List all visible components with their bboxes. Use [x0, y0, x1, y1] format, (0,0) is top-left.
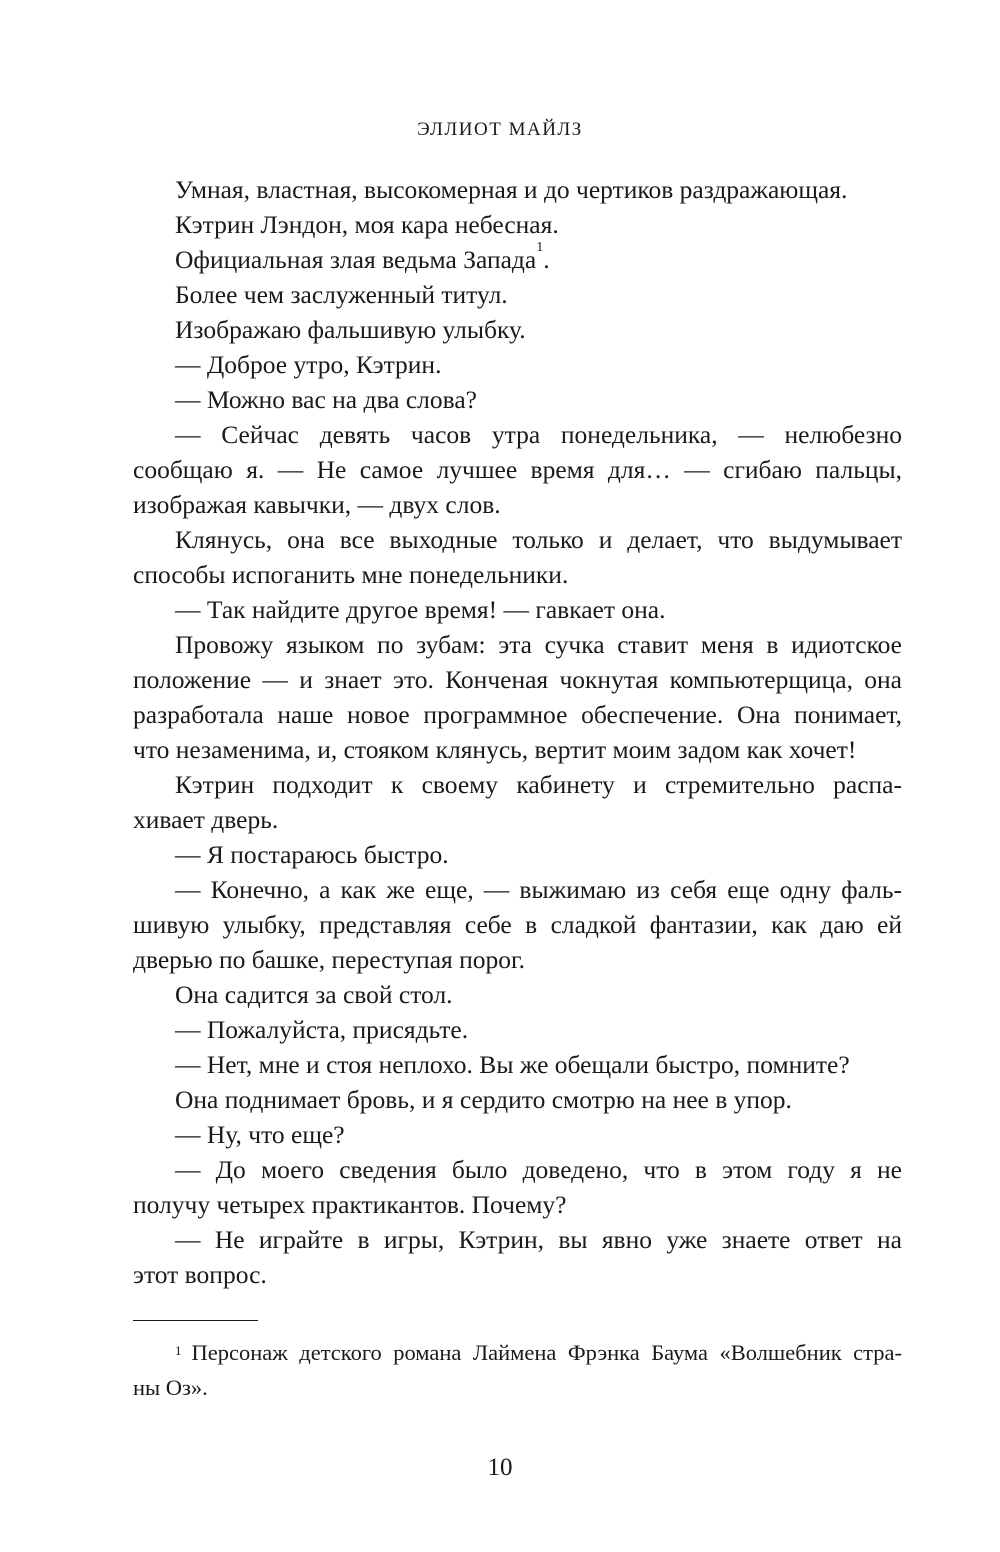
page-number: 10 [487, 1454, 513, 1481]
text-line: Провожу языком по зубам: эта сучка ставит меня в идиотское [175, 630, 902, 659]
text-line: Кэтрин подходит к своему кабинету и стремительно распа- [175, 770, 902, 799]
text-line: Она поднимает бровь, и я сердито смотрю на нее в упор. [175, 1085, 792, 1114]
text-line: — Так найдите другое время! — гавкает она. [175, 595, 666, 624]
text-line: Официальная злая ведьма Запада$^1$. [175, 240, 550, 274]
text-line: разработала наше новое программное обеспечение. Она понимает, [133, 700, 902, 729]
text-line: — Не играйте в игры, Кэтрин, вы явно уже знаете ответ на [175, 1225, 902, 1254]
text-line: шивую улыбку, представляя себе в сладкой фантазии, как даю ей [133, 910, 902, 939]
body-text [133, 172, 902, 1292]
text-line: Умная, властная, высокомерная и до чертиков раздражающая. [175, 175, 848, 204]
text-line: — Конечно, а как же еще, — выжимаю из себя еще одну фаль- [175, 875, 902, 904]
text-line: хивает дверь. [133, 805, 279, 834]
text-line: — Пожалуйста, присядьте. [175, 1015, 469, 1044]
text-line: этот вопрос. [133, 1260, 267, 1289]
footnote-mark: 1 [175, 1343, 182, 1358]
footnote-divider [133, 1320, 258, 1321]
running-header: ЭЛЛИОТ МАЙЛЗ [417, 119, 583, 140]
text-line: Более чем заслуженный титул. [175, 280, 508, 309]
footnote [133, 1336, 902, 1406]
text-line: положение — и знает это. Конченая чокнутая компьютерщица, она [133, 665, 902, 694]
text-line: — Можно вас на два слова? [175, 385, 477, 414]
text-line: — Сейчас девять часов утра понедельника, — нелюбезно [175, 420, 902, 449]
text-line: сообщаю я. — Не самое лучшее время для… — сгибаю пальцы, [133, 455, 902, 484]
text-line: что незаменима, и, стояком клянусь, вертит моим задом как хочет! [133, 735, 857, 764]
text-line: — Ну, что еще? [175, 1120, 345, 1149]
text-line: — Я постараюсь быстро. [175, 840, 449, 869]
text-line: получу четырех практикантов. Почему? [133, 1190, 567, 1219]
text-line: Изображаю фальшивую улыбку. [175, 315, 526, 344]
footnote-line: $^1$ Персонаж детского романа Лаймена Фрэнка Баума «Волшебник стра- [175, 1340, 902, 1365]
text-line: дверью по башке, переступая порог. [133, 945, 525, 974]
footnote-reference[interactable]: 1 [536, 240, 544, 255]
text-line: — До моего сведения было доведено, что в этом году я не [175, 1155, 902, 1184]
text-line: изображая кавычки, — двух слов. [133, 490, 501, 519]
footnote-line: ны Оз». [133, 1375, 208, 1400]
text-line: Она садится за свой стол. [175, 980, 453, 1009]
text-line: Клянусь, она все выходные только и делает, что выдумывает [175, 525, 902, 554]
text-line: Кэтрин Лэндон, моя кара небесная. [175, 210, 559, 239]
text-line: — Нет, мне и стоя неплохо. Вы же обещали быстро, помните? [175, 1050, 850, 1079]
text-line: способы испоганить мне понедельники. [133, 560, 569, 589]
text-line: — Доброе утро, Кэтрин. [175, 350, 442, 379]
